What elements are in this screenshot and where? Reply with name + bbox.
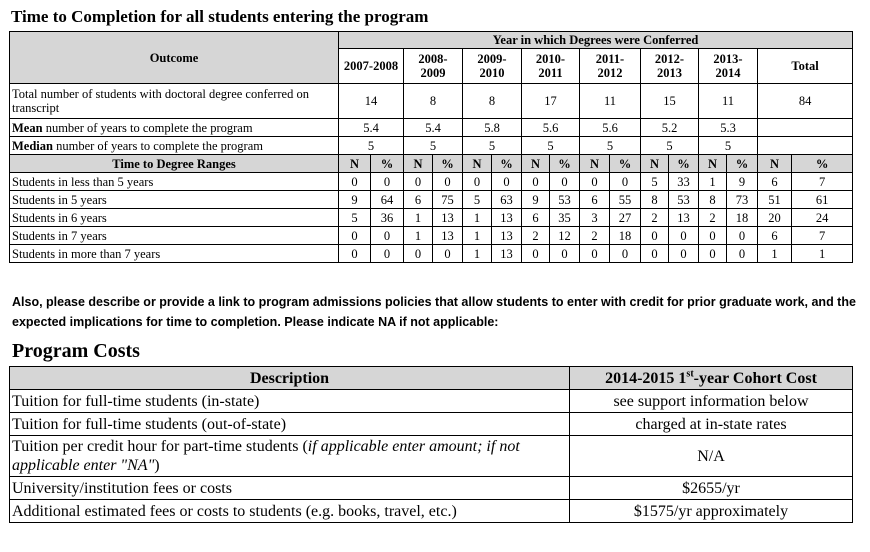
- range-percent: 53: [669, 191, 699, 209]
- range-count: 1: [463, 227, 492, 245]
- range-label: Students in less than 5 years: [10, 173, 339, 191]
- median-value: 5: [641, 137, 699, 155]
- pct-header: %: [727, 155, 758, 173]
- cost-value: $2655/yr: [570, 477, 853, 500]
- n-header: N: [758, 155, 792, 173]
- range-row: [10, 227, 853, 245]
- range-count: 0: [580, 245, 610, 263]
- total-header: Total: [758, 49, 853, 84]
- range-count: 0: [339, 245, 371, 263]
- range-count: 0: [522, 173, 550, 191]
- n-header: N: [404, 155, 433, 173]
- mean-value: 5.8: [463, 119, 522, 137]
- range-percent: 13: [433, 209, 463, 227]
- pct-header: %: [792, 155, 853, 173]
- total-students-value: 11: [699, 84, 758, 119]
- total-students-value: 84: [758, 84, 853, 119]
- range-count: 0: [641, 227, 669, 245]
- median-value: 5: [339, 137, 404, 155]
- range-count: 1: [463, 245, 492, 263]
- range-count: 5: [641, 173, 669, 191]
- range-count: 1: [463, 209, 492, 227]
- range-count: 6: [404, 191, 433, 209]
- range-percent: 53: [550, 191, 580, 209]
- range-count: 1: [699, 173, 727, 191]
- range-percent: 0: [727, 227, 758, 245]
- range-count: 5: [339, 209, 371, 227]
- year-header: 2008- 2009: [404, 49, 463, 84]
- range-count: 2: [580, 227, 610, 245]
- range-percent: 18: [727, 209, 758, 227]
- range-percent: 63: [492, 191, 522, 209]
- mean-value: 5.3: [699, 119, 758, 137]
- range-percent: 12: [550, 227, 580, 245]
- range-count: 0: [339, 173, 371, 191]
- time-to-completion-table: [9, 31, 853, 263]
- range-percent: 0: [371, 245, 404, 263]
- range-count: 0: [339, 227, 371, 245]
- cohort-cost-header: 2014-2015 1st-year Cohort Cost: [570, 367, 853, 390]
- mean-value: 5.2: [641, 119, 699, 137]
- range-count: 6: [758, 173, 792, 191]
- n-header: N: [522, 155, 550, 173]
- range-percent: 0: [727, 245, 758, 263]
- range-count: 9: [339, 191, 371, 209]
- completion-title: Time to Completion for all students entering the program: [11, 7, 429, 26]
- range-count: 0: [522, 245, 550, 263]
- range-count: 0: [580, 173, 610, 191]
- total-students-value: 17: [522, 84, 580, 119]
- median-value: [758, 137, 853, 155]
- range-percent: 13: [492, 227, 522, 245]
- year-header: 2012- 2013: [641, 49, 699, 84]
- range-percent: 7: [792, 227, 853, 245]
- range-percent: 9: [727, 173, 758, 191]
- range-percent: 13: [433, 227, 463, 245]
- range-count: 0: [699, 227, 727, 245]
- pct-header: %: [669, 155, 699, 173]
- cost-description: University/institution fees or costs: [10, 477, 570, 500]
- range-percent: 27: [610, 209, 641, 227]
- range-percent: 13: [669, 209, 699, 227]
- cost-value: N/A: [570, 436, 853, 477]
- range-percent: 18: [610, 227, 641, 245]
- admissions-policy-note: Also, please describe or provide a link to program admissions policies that allow students to enter with credit for prior graduate work, and the expected implications for time to completion. Please indicate NA if not applicable:: [12, 295, 856, 329]
- median-value: 5: [580, 137, 641, 155]
- description-header: Description: [10, 367, 570, 390]
- total-students-value: 11: [580, 84, 641, 119]
- year-group-header: Year in which Degrees were Conferred: [339, 32, 853, 49]
- pct-header: %: [492, 155, 522, 173]
- mean-value: [758, 119, 853, 137]
- range-count: 0: [641, 245, 669, 263]
- range-percent: 24: [792, 209, 853, 227]
- range-count: 0: [404, 173, 433, 191]
- range-count: 0: [699, 245, 727, 263]
- year-header: 2013- 2014: [699, 49, 758, 84]
- median-value: 5: [463, 137, 522, 155]
- median-label: Median number of years to complete the program: [10, 137, 339, 155]
- range-percent: 55: [610, 191, 641, 209]
- range-count: 2: [699, 209, 727, 227]
- range-percent: 0: [610, 173, 641, 191]
- total-students-value: 8: [463, 84, 522, 119]
- range-row: [10, 209, 853, 227]
- range-label: Students in 5 years: [10, 191, 339, 209]
- range-count: 6: [758, 227, 792, 245]
- range-count: 3: [580, 209, 610, 227]
- range-percent: 0: [550, 245, 580, 263]
- cost-value: charged at in-state rates: [570, 413, 853, 436]
- range-count: 51: [758, 191, 792, 209]
- range-count: 8: [641, 191, 669, 209]
- total-students-value: 14: [339, 84, 404, 119]
- range-count: 5: [463, 191, 492, 209]
- n-header: N: [339, 155, 371, 173]
- range-percent: 7: [792, 173, 853, 191]
- range-percent: 0: [371, 227, 404, 245]
- range-percent: 33: [669, 173, 699, 191]
- year-header: 2007-2008: [339, 49, 404, 84]
- range-label: Students in 7 years: [10, 227, 339, 245]
- n-header: N: [463, 155, 492, 173]
- range-percent: 61: [792, 191, 853, 209]
- cost-description: Tuition per credit hour for part-time students (if applicable enter amount; if not applicable enter "NA"): [10, 436, 570, 477]
- n-header: N: [699, 155, 727, 173]
- range-count: 2: [641, 209, 669, 227]
- n-header: N: [580, 155, 610, 173]
- range-count: 0: [463, 173, 492, 191]
- range-count: 8: [699, 191, 727, 209]
- pct-header: %: [433, 155, 463, 173]
- range-percent: 1: [792, 245, 853, 263]
- ranges-header: Time to Degree Ranges: [10, 155, 339, 173]
- mean-value: 5.6: [580, 119, 641, 137]
- range-label: Students in 6 years: [10, 209, 339, 227]
- range-percent: 0: [550, 173, 580, 191]
- year-header: 2009- 2010: [463, 49, 522, 84]
- range-percent: 0: [492, 173, 522, 191]
- range-percent: 36: [371, 209, 404, 227]
- range-percent: 64: [371, 191, 404, 209]
- total-students-value: 8: [404, 84, 463, 119]
- n-header: N: [641, 155, 669, 173]
- pct-header: %: [550, 155, 580, 173]
- range-count: 6: [580, 191, 610, 209]
- range-count: 0: [404, 245, 433, 263]
- range-percent: 13: [492, 209, 522, 227]
- range-percent: 75: [433, 191, 463, 209]
- cost-value: see support information below: [570, 390, 853, 413]
- mean-value: 5.6: [522, 119, 580, 137]
- cost-value: $1575/yr approximately: [570, 500, 853, 523]
- cost-description: Tuition for full-time students (in-state): [10, 390, 570, 413]
- range-count: 9: [522, 191, 550, 209]
- range-label: Students in more than 7 years: [10, 245, 339, 263]
- range-count: 1: [404, 209, 433, 227]
- range-row: [10, 173, 853, 191]
- total-students-label: Total number of students with doctoral degree conferred on transcript: [10, 84, 339, 119]
- range-percent: 0: [610, 245, 641, 263]
- program-costs-table: [9, 366, 853, 523]
- median-value: 5: [404, 137, 463, 155]
- range-percent: 0: [371, 173, 404, 191]
- range-percent: 0: [433, 173, 463, 191]
- year-header: 2010- 2011: [522, 49, 580, 84]
- range-count: 1: [758, 245, 792, 263]
- mean-label: Mean number of years to complete the program: [10, 119, 339, 137]
- range-count: 6: [522, 209, 550, 227]
- program-costs-title: Program Costs: [12, 340, 140, 362]
- cost-description: Tuition for full-time students (out-of-state): [10, 413, 570, 436]
- mean-value: 5.4: [339, 119, 404, 137]
- median-value: 5: [699, 137, 758, 155]
- range-percent: 0: [669, 245, 699, 263]
- range-count: 1: [404, 227, 433, 245]
- total-students-value: 15: [641, 84, 699, 119]
- range-row: [10, 245, 853, 263]
- range-count: 20: [758, 209, 792, 227]
- median-value: 5: [522, 137, 580, 155]
- range-row: [10, 191, 853, 209]
- range-percent: 13: [492, 245, 522, 263]
- pct-header: %: [610, 155, 641, 173]
- cost-description: Additional estimated fees or costs to students (e.g. books, travel, etc.): [10, 500, 570, 523]
- year-header: 2011- 2012: [580, 49, 641, 84]
- range-count: 2: [522, 227, 550, 245]
- range-percent: 0: [669, 227, 699, 245]
- pct-header: %: [371, 155, 404, 173]
- range-percent: 35: [550, 209, 580, 227]
- mean-value: 5.4: [404, 119, 463, 137]
- range-percent: 0: [433, 245, 463, 263]
- outcome-header: Outcome: [10, 32, 339, 84]
- range-percent: 73: [727, 191, 758, 209]
